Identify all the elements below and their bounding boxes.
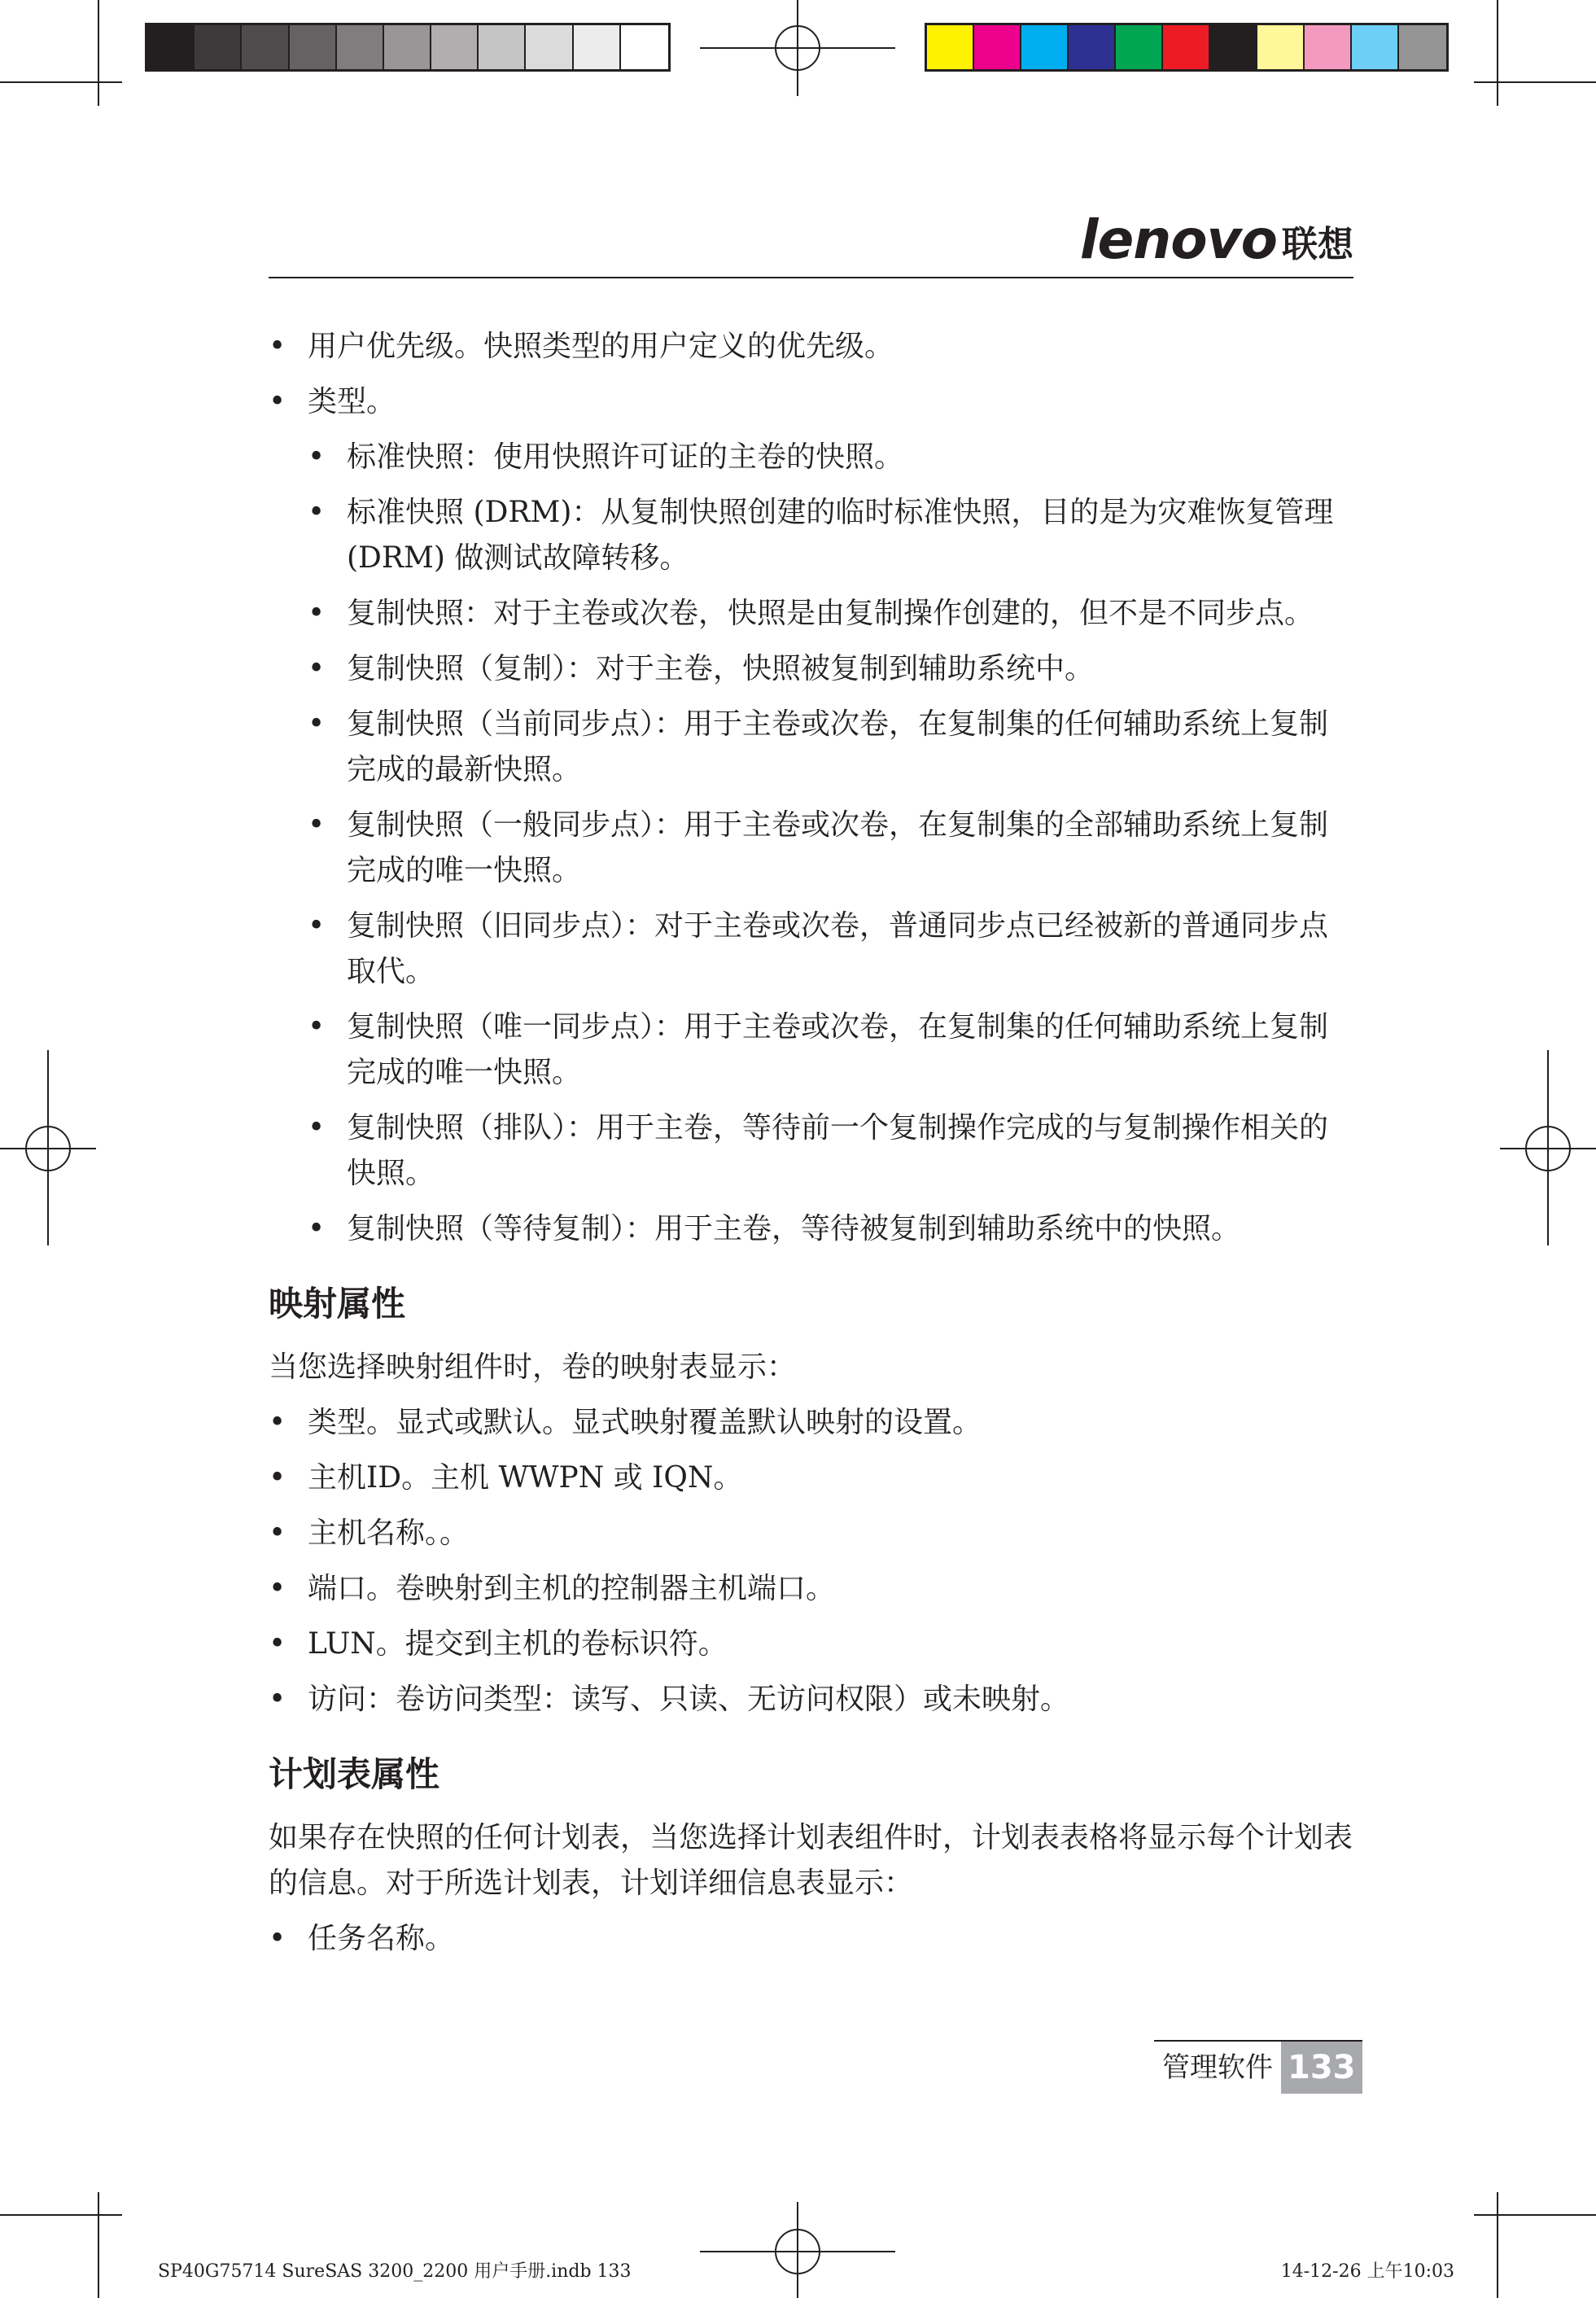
color-swatch — [1399, 25, 1446, 69]
page-footer-tab — [1154, 2040, 1362, 2094]
color-swatch — [147, 25, 195, 69]
registration-target-icon — [775, 2229, 820, 2274]
grayscale-color-bar — [145, 23, 671, 72]
process-color-bar — [925, 23, 1449, 72]
color-swatch — [621, 25, 668, 69]
color-swatch — [974, 25, 1021, 69]
header-divider — [269, 277, 1353, 278]
color-swatch — [1069, 25, 1116, 69]
bullet-icon: • — [308, 597, 326, 630]
sub-list-item: • 复制快照（一般同步点）：用于主卷或次卷，在复制集的全部辅助系统上复制完成的唯一快照。 — [269, 803, 1355, 894]
color-swatch — [526, 25, 573, 69]
bullet-icon: • — [308, 496, 326, 529]
print-file-info: SP40G75714 SureSAS 3200_2200 用户手册.indb 133 — [158, 2261, 632, 2282]
color-swatch — [574, 25, 621, 69]
sub-list-item: • 标准快照 (DRM)：从复制快照创建的临时标准快照，目的是为灾难恢复管理 (DRM) 做测试故障转移。 — [269, 490, 1355, 581]
bullet-icon: • — [308, 1010, 326, 1044]
schedule-properties-list — [269, 1916, 1355, 1962]
list-item: • 端口。卷映射到主机的控制器主机端口。 — [269, 1566, 1355, 1612]
list-item: • LUN。提交到主机的卷标识符。 — [269, 1622, 1355, 1667]
bullet-icon: • — [269, 1683, 286, 1716]
mapping-properties-list — [269, 1400, 1355, 1722]
sub-list-item: • 标准快照：使用快照许可证的主卷的快照。 — [269, 435, 1355, 480]
crop-mark — [0, 2214, 122, 2216]
color-swatch — [1352, 25, 1399, 69]
page-number: 133 — [1281, 2042, 1362, 2094]
list-item: • 类型。显式或默认。显式映射覆盖默认映射的设置。 — [269, 1400, 1355, 1446]
bullet-icon: • — [269, 1627, 286, 1661]
bullet-icon: • — [269, 1572, 286, 1605]
sub-list-item: • 复制快照（当前同步点）：用于主卷或次卷，在复制集的任何辅助系统上复制完成的最新快照。 — [269, 702, 1355, 793]
registration-target-icon — [1525, 1126, 1571, 1171]
bullet-icon: • — [308, 1212, 326, 1245]
logo-chinese-text: 联想 — [1282, 224, 1353, 266]
crop-mark — [0, 81, 122, 83]
color-swatch — [927, 25, 974, 69]
color-swatch — [431, 25, 479, 69]
bullet-icon: • — [269, 1461, 286, 1495]
sub-list-item: • 复制快照（等待复制）：用于主卷，等待被复制到辅助系统中的快照。 — [269, 1206, 1355, 1252]
page-content — [269, 324, 1355, 1972]
crop-mark — [98, 2192, 99, 2298]
sub-list-item: • 复制快照（复制）：对于主卷，快照被复制到辅助系统中。 — [269, 646, 1355, 692]
list-item: • 主机ID。主机 WWPN 或 IQN。 — [269, 1455, 1355, 1501]
bullet-icon: • — [308, 808, 326, 842]
color-swatch — [1116, 25, 1163, 69]
bullet-icon: • — [308, 1111, 326, 1145]
bullet-icon: • — [269, 385, 286, 418]
mapping-intro: 当您选择映射组件时，卷的映射表显示： — [269, 1350, 797, 1384]
crop-mark — [98, 0, 99, 106]
list-item: • 类型。 — [269, 379, 1355, 425]
color-swatch — [479, 25, 526, 69]
registration-target-icon — [25, 1126, 71, 1171]
color-swatch — [1305, 25, 1352, 69]
registration-target-icon — [775, 25, 820, 71]
print-date-info: 14-12-26 上午10:03 — [1280, 2261, 1454, 2282]
sub-list-item: • 复制快照：对于主卷或次卷，快照是由复制操作创建的，但不是不同步点。 — [269, 591, 1355, 637]
color-swatch — [195, 25, 242, 69]
sub-list-item: • 复制快照（旧同步点）：对于主卷或次卷，普通同步点已经被新的普通同步点取代。 — [269, 904, 1355, 995]
list-item: • 主机名称。。 — [269, 1511, 1355, 1556]
snapshot-properties-list — [269, 324, 1355, 1252]
lenovo-logo — [1079, 208, 1353, 271]
color-swatch — [290, 25, 337, 69]
color-swatch — [337, 25, 384, 69]
color-swatch — [384, 25, 431, 69]
bullet-icon: • — [269, 1406, 286, 1439]
bullet-icon: • — [308, 909, 326, 943]
color-swatch — [242, 25, 289, 69]
bullet-icon: • — [308, 440, 326, 474]
list-item: • 用户优先级。快照类型的用户定义的优先级。 — [269, 324, 1355, 370]
list-item: • 访问：卷访问类型：读写、只读、无访问权限）或未映射。 — [269, 1677, 1355, 1722]
schedule-section-heading: 计划表属性 — [269, 1754, 440, 1794]
crop-mark — [1474, 81, 1596, 83]
list-item: • 任务名称。 — [269, 1916, 1355, 1962]
schedule-intro: 如果存在快照的任何计划表，当您选择计划表组件时，计划表表格将显示每个计划表的信息。对于所选计划表，计划详细信息表显示： — [269, 1821, 1353, 1900]
color-swatch — [1163, 25, 1210, 69]
color-swatch — [1257, 25, 1305, 69]
crop-mark — [1497, 0, 1498, 106]
crop-mark — [1474, 2214, 1596, 2216]
section-label: 管理软件 — [1154, 2042, 1281, 2094]
color-swatch — [1021, 25, 1069, 69]
mapping-section-heading: 映射属性 — [269, 1284, 406, 1324]
sub-list-item: • 复制快照（排队）：用于主卷，等待前一个复制操作完成的与复制操作相关的快照。 — [269, 1105, 1355, 1197]
crop-mark — [1497, 2192, 1498, 2298]
bullet-icon: • — [308, 707, 326, 741]
sub-list-item: • 复制快照（唯一同步点）：用于主卷或次卷，在复制集的任何辅助系统上复制完成的唯一快照。 — [269, 1005, 1355, 1096]
bullet-icon: • — [308, 652, 326, 685]
bullet-icon: • — [269, 330, 286, 363]
color-swatch — [1210, 25, 1257, 69]
bullet-icon: • — [269, 1517, 286, 1550]
logo-latin-text: lenovo — [1079, 208, 1277, 271]
bullet-icon: • — [269, 1922, 286, 1955]
